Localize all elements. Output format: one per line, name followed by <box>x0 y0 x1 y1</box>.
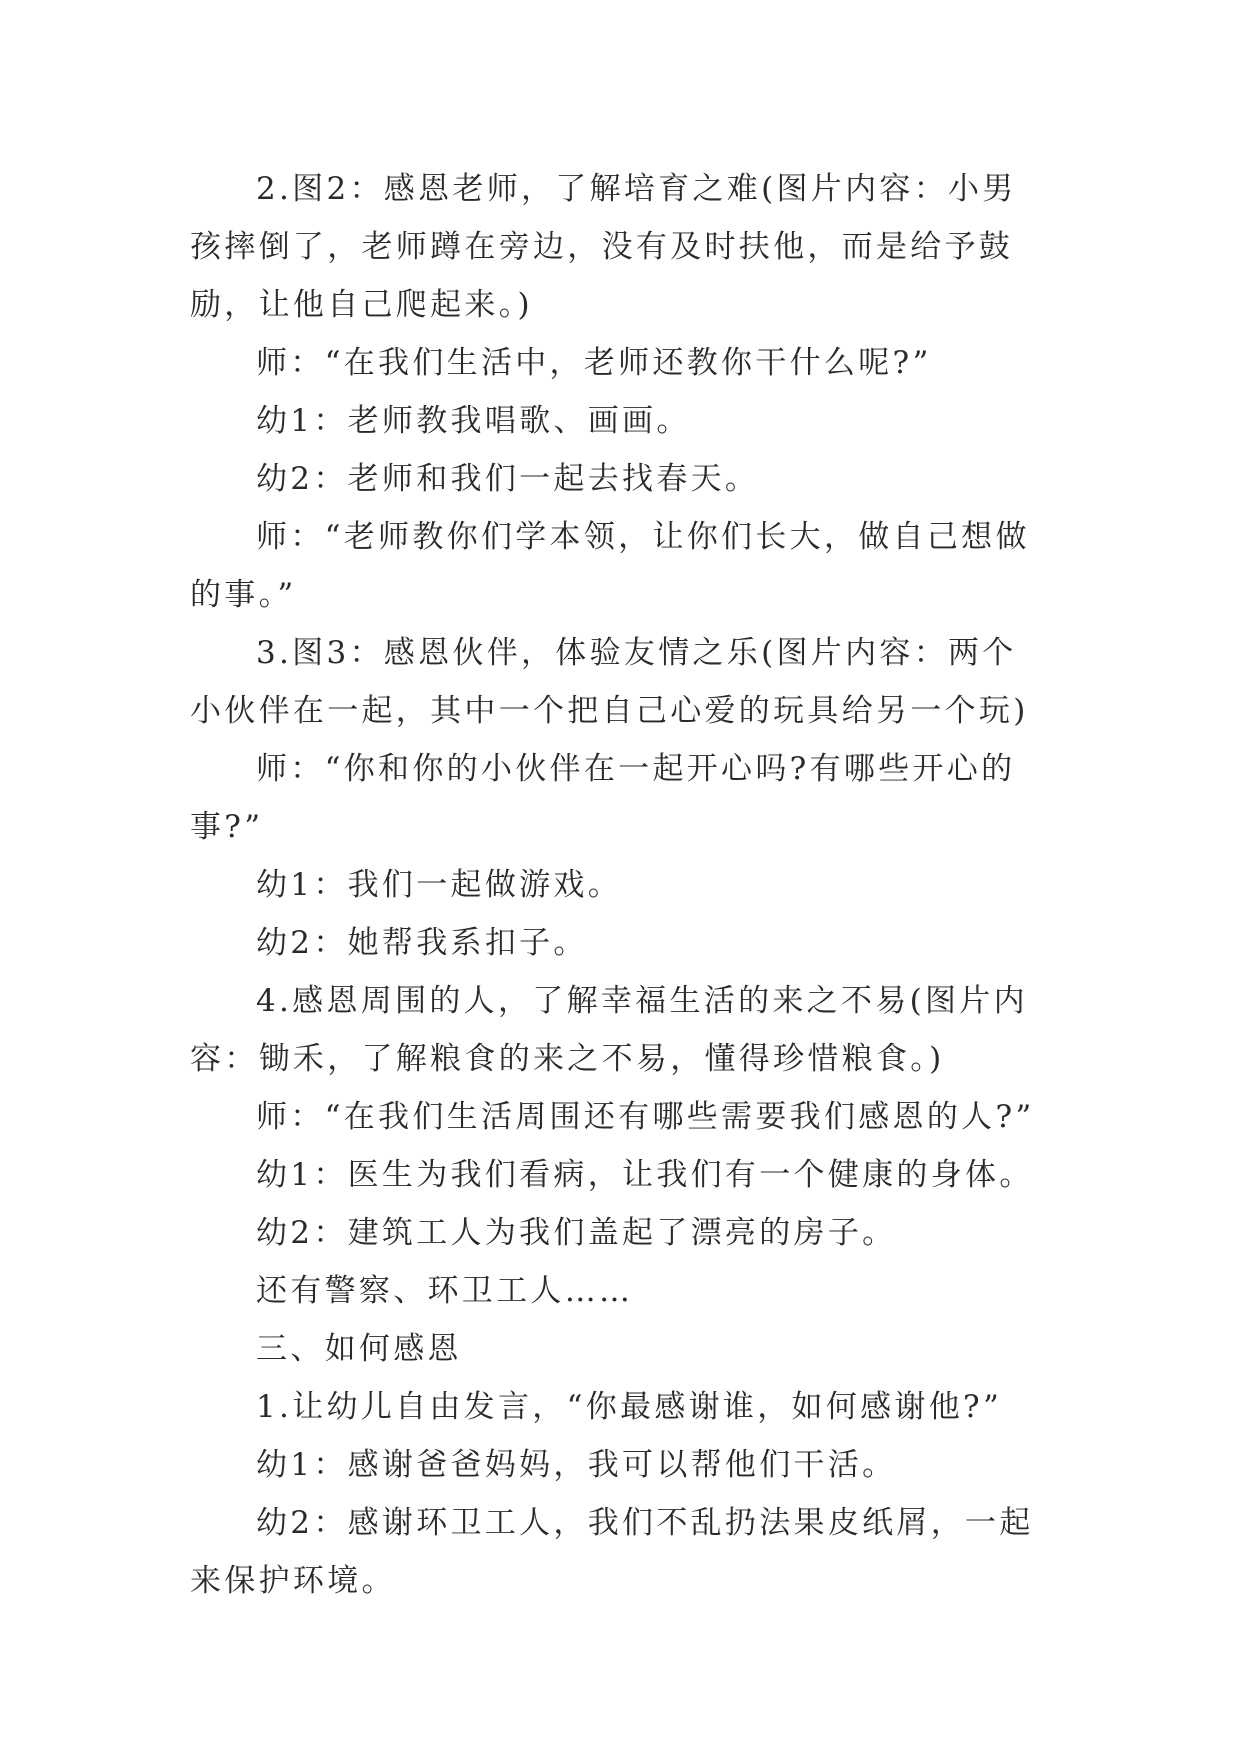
paragraph-child-answer: 幼1：感谢爸爸妈妈，我可以帮他们干活。 <box>256 1447 897 1483</box>
paragraph-child-answer: 幼2：建筑工人为我们盖起了漂亮的房子。 <box>256 1215 897 1251</box>
paragraph-child-answer: 幼1：医生为我们看病，让我们有一个健康的身体。 <box>256 1157 1034 1193</box>
paragraph-child-answer: 幼1：我们一起做游戏。 <box>256 867 623 903</box>
paragraph-child-answer: 幼2：感谢环卫工人，我们不乱扔法果皮纸屑，一起来保护环境。 <box>190 1505 1034 1599</box>
paragraph-teacher-question: 师：“在我们生活中，老师还教你干什么呢?” <box>256 345 932 381</box>
paragraph-activity-1: 1.让幼儿自由发言，“你最感谢谁，如何感谢他?” <box>256 1389 1003 1425</box>
paragraph-child-answer: 幼1：老师教我唱歌、画画。 <box>256 403 691 439</box>
section-heading: 三、如何感恩 <box>256 1331 462 1367</box>
paragraph-child-answer: 幼2：老师和我们一起去找春天。 <box>256 461 760 497</box>
document-page <box>190 160 1050 1610</box>
paragraph-picture-2: 2.图2：感恩老师，了解培育之难(图片内容：小男孩摔倒了，老师蹲在旁边，没有及时扶他，而是给予鼓励，让他自己爬起来。) <box>190 171 1017 323</box>
paragraph-picture-4: 4.感恩周围的人，了解幸福生活的来之不易(图片内容：锄禾，了解粮食的来之不易，懂得珍惜粮食。) <box>190 983 1028 1077</box>
paragraph-child-answer: 幼2：她帮我系扣子。 <box>256 925 588 961</box>
paragraph-teacher-question: 师：“你和你的小伙伴在一起开心吗?有哪些开心的事?” <box>190 751 1016 845</box>
paragraph-teacher-summary: 师：“老师教你们学本领，让你们长大，做自己想做的事。” <box>190 519 1030 613</box>
paragraph-picture-3: 3.图3：感恩伙伴，体验友情之乐(图片内容：两个小伙伴在一起，其中一个把自己心爱的玩具给另一个玩) <box>190 635 1029 729</box>
paragraph-summary: 还有警察、环卫工人…… <box>256 1273 634 1309</box>
paragraph-teacher-question: 师：“在我们生活周围还有哪些需要我们感恩的人?” <box>256 1099 1035 1135</box>
